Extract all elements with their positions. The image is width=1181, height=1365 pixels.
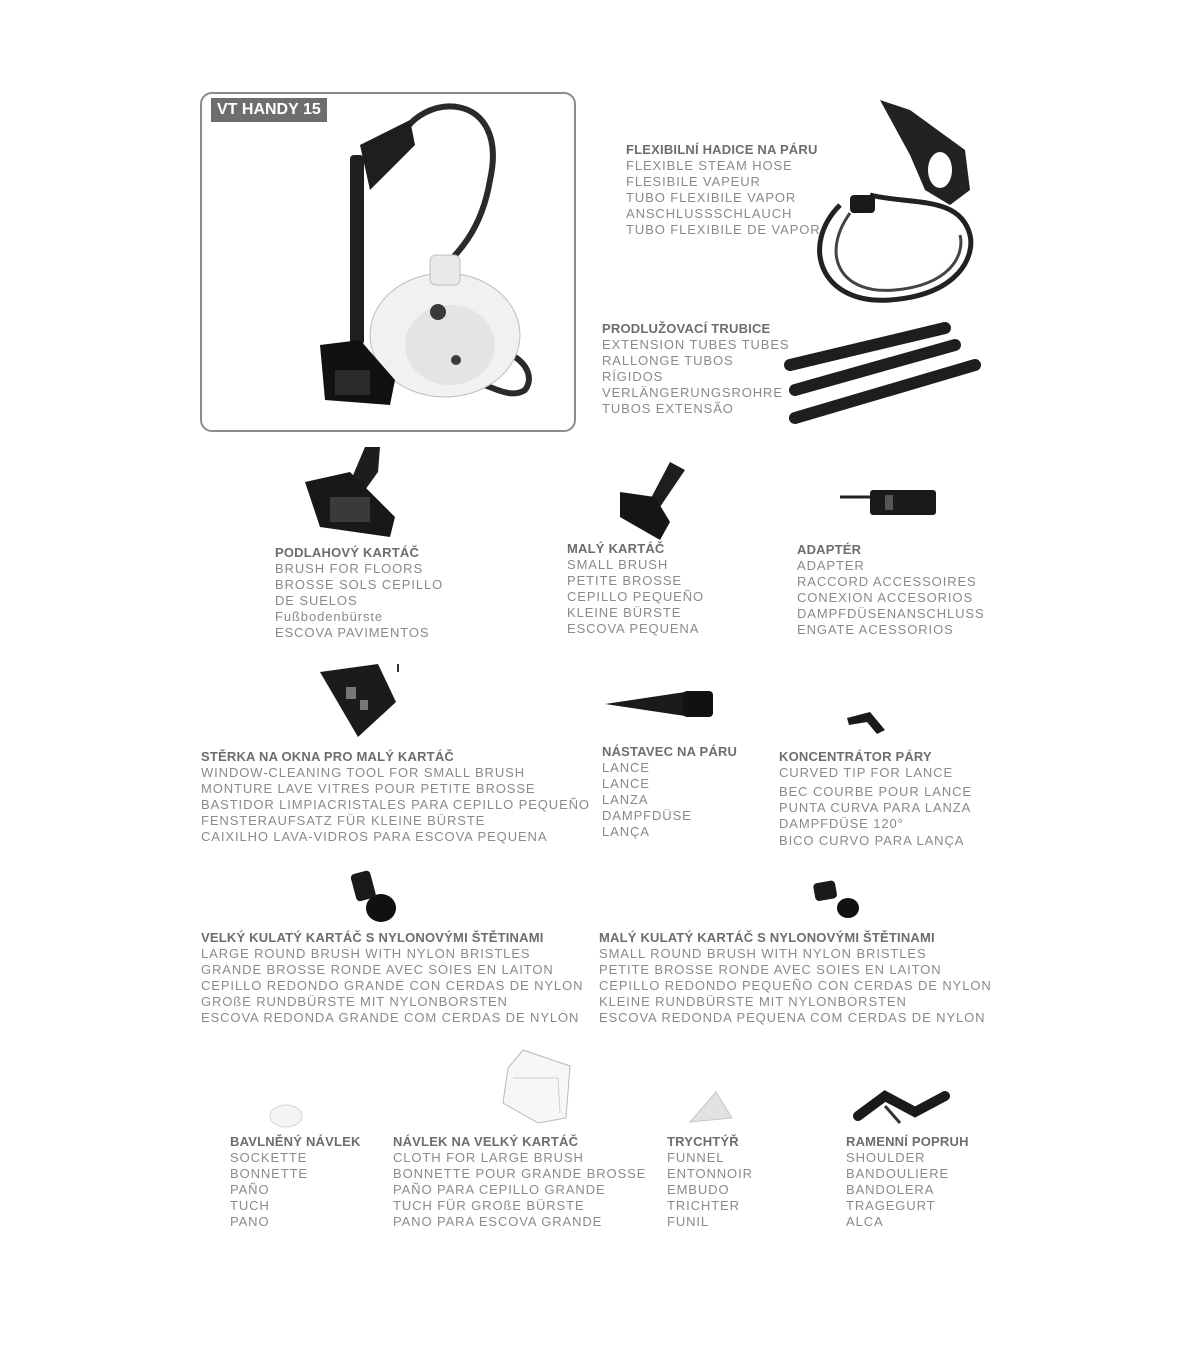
item-adapter-line: ADAPTER: [797, 558, 865, 573]
item-adapter: [797, 542, 985, 638]
window-tool-image: [318, 662, 403, 740]
item-window-line: CAIXILHO LAVA-VIDROS PARA ESCOVA PEQUENA: [201, 829, 548, 844]
item-floor-line: Fußbodenbürste: [275, 609, 383, 624]
item-lance-line: DAMPFDÜSE: [602, 808, 692, 823]
item-cloth-title: NÁVLEK NA VELKÝ KARTÁČ: [393, 1134, 579, 1149]
item-small-line: PETITE BROSSE: [567, 573, 683, 588]
item-cloth-line: PANO PARA ESCOVA GRANDE: [393, 1214, 603, 1229]
item-lance-line: LANÇA: [602, 824, 650, 839]
steam-hose-image: [800, 95, 985, 310]
item-sock-line: PAÑO: [230, 1182, 270, 1197]
item-smallround-line: CEPILLO REDONDO PEQUEÑO CON CERDAS DE NYLON: [599, 978, 992, 993]
item-funnel: [667, 1134, 753, 1230]
item-largeround-line: CEPILLO REDONDO GRANDE CON CERDAS DE NYLON: [201, 978, 584, 993]
item-curved-title: KONCENTRÁTOR PÁRY: [779, 749, 932, 764]
item-strap-line: ALCA: [846, 1214, 884, 1229]
item-tubes-line: VERLÄNGERUNGSROHRE: [602, 385, 783, 400]
large-round-brush-image: [348, 870, 400, 925]
item-adapter-line: CONEXION ACCESORIOS: [797, 590, 974, 605]
adapter-image: [840, 485, 940, 520]
item-floor-line: ESCOVA PAVIMENTOS: [275, 625, 430, 640]
item-large-round-brush: [201, 930, 583, 1026]
item-tubes-title: PRODLUŽOVACÍ TRUBICE: [602, 321, 771, 336]
item-sock: [230, 1134, 361, 1230]
item-smallround-line: KLEINE RUNDBÜRSTE MIT NYLONBORSTEN: [599, 994, 907, 1009]
item-window-line: BASTIDOR LIMPIACRISTALES PARA CEPILLO PEQUEÑO: [201, 797, 590, 812]
item-adapter-line: ENGATE ACESSORIOS: [797, 622, 954, 637]
steam-cleaner-illustration: [300, 100, 550, 410]
item-curved-tip: [779, 749, 972, 849]
item-hose-line: TUBO FLEXIBILE DE VAPOR: [626, 222, 821, 237]
item-floor-line: BRUSH FOR FLOORS: [275, 561, 424, 576]
item-sock-line: PANO: [230, 1214, 270, 1229]
item-window-line: WINDOW-CLEANING TOOL FOR SMALL BRUSH: [201, 765, 525, 780]
item-funnel-line: FUNIL: [667, 1214, 710, 1229]
item-small-title: MALÝ KARTÁČ: [567, 541, 665, 556]
item-small-line: KLEINE BÜRSTE: [567, 605, 682, 620]
item-funnel-line: ENTONNOIR: [667, 1166, 753, 1181]
item-smallround-line: PETITE BROSSE RONDE AVEC SOIES EN LAITON: [599, 962, 942, 977]
item-lance: [602, 744, 737, 840]
item-strap: [846, 1134, 969, 1230]
item-small-round-brush: [599, 930, 992, 1026]
item-cloth-line: CLOTH FOR LARGE BRUSH: [393, 1150, 584, 1165]
item-small-line: CEPILLO PEQUEÑO: [567, 589, 705, 604]
extension-tubes-image: [780, 320, 980, 425]
item-tubes: [602, 321, 789, 417]
item-largeround-line: GRANDE BROSSE RONDE AVEC SOIES EN LAITON: [201, 962, 554, 977]
item-funnel-title: TRYCHTÝŘ: [667, 1134, 739, 1149]
item-smallround-line: ESCOVA REDONDA PEQUENA COM CERDAS DE NYLON: [599, 1010, 986, 1025]
item-smallround-line: SMALL ROUND BRUSH WITH NYLON BRISTLES: [599, 946, 927, 961]
item-window-tool: [201, 749, 590, 845]
item-cloth: [393, 1134, 646, 1230]
small-round-brush-image: [812, 880, 862, 920]
item-hose-title: FLEXIBILNÍ HADICE NA PÁRU: [626, 142, 818, 157]
item-cloth-line: BONNETTE POUR GRANDE BROSSE: [393, 1166, 647, 1181]
item-sock-line: TUCH: [230, 1198, 270, 1213]
item-floor-title: PODLAHOVÝ KARTÁČ: [275, 545, 420, 560]
item-lance-line: LANCE: [602, 776, 650, 791]
item-adapter-line: DAMPFDÜSENANSCHLUSS: [797, 606, 985, 621]
item-sock-line: SOCKETTE: [230, 1150, 308, 1165]
item-curved-line: BEC COURBE POUR LANCE: [779, 784, 972, 799]
item-largeround-line: GROßE RUNDBÜRSTE MIT NYLONBORSTEN: [201, 994, 508, 1009]
item-funnel-line: EMBUDO: [667, 1182, 730, 1197]
item-floor-line: BROSSE SOLS CEPILLO: [275, 577, 444, 592]
item-small-brush: [567, 541, 704, 637]
item-curved-line: BICO CURVO PARA LANÇA: [779, 833, 965, 848]
item-adapter-line: RACCORD ACCESSOIRES: [797, 574, 977, 589]
item-window-line: FENSTERAUFSATZ FÜR KLEINE BÜRSTE: [201, 813, 486, 828]
item-lance-title: NÁSTAVEC NA PÁRU: [602, 744, 738, 759]
item-tubes-line: EXTENSION TUBES TUBES: [602, 337, 790, 352]
item-hose-line: FLESIBILE VAPEUR: [626, 174, 761, 189]
item-floor-line: DE SUELOS: [275, 593, 358, 608]
item-strap-line: BANDOULIERE: [846, 1166, 950, 1181]
item-curved-line: DAMPFDÜSE 120°: [779, 816, 904, 831]
item-funnel-line: FUNNEL: [667, 1150, 725, 1165]
curved-tip-image: [845, 710, 890, 735]
item-strap-line: SHOULDER: [846, 1150, 926, 1165]
item-strap-line: BANDOLERA: [846, 1182, 935, 1197]
model-badge: VT HANDY 15: [211, 98, 327, 122]
item-adapter-title: ADAPTÉR: [797, 542, 862, 557]
item-sock-line: BONNETTE: [230, 1166, 308, 1181]
floor-brush-image: [300, 442, 400, 542]
item-cloth-line: PAÑO PARA CEPILLO GRANDE: [393, 1182, 606, 1197]
item-tubes-line: RALLONGE TUBOS: [602, 353, 734, 368]
cloth-image: [498, 1048, 576, 1126]
item-strap-line: TRAGEGURT: [846, 1198, 936, 1213]
item-hose: [626, 142, 821, 238]
item-tubes-line: TUBOS EXTENSÃO: [602, 401, 734, 416]
item-hose-line: ANSCHLUSSSCHLAUCH: [626, 206, 793, 221]
item-floor-brush: [275, 545, 443, 641]
lance-image: [605, 688, 715, 720]
item-lance-line: LANZA: [602, 792, 649, 807]
item-hose-line: TUBO FLEXIBILE VAPOR: [626, 190, 797, 205]
item-window-title: STĚRKA NA OKNA PRO MALÝ KARTÁČ: [201, 749, 454, 764]
item-largeround-line: ESCOVA REDONDA GRANDE COM CERDAS DE NYLON: [201, 1010, 580, 1025]
item-small-line: SMALL BRUSH: [567, 557, 669, 572]
small-brush-image: [615, 462, 690, 542]
item-tubes-line: RÍGIDOS: [602, 369, 664, 384]
item-sock-title: BAVLNĚNÝ NÁVLEK: [230, 1134, 361, 1149]
item-funnel-line: TRICHTER: [667, 1198, 740, 1213]
item-curved-line: CURVED TIP FOR LANCE: [779, 765, 954, 780]
item-cloth-line: TUCH FÜR GROßE BÜRSTE: [393, 1198, 585, 1213]
item-strap-title: RAMENNÍ POPRUH: [846, 1134, 969, 1149]
funnel-image: [688, 1090, 734, 1126]
item-largeround-title: VELKÝ KULATÝ KARTÁČ S NYLONOVÝMI ŠTĚTINAMI: [201, 930, 544, 945]
sock-image: [266, 1102, 306, 1130]
item-largeround-line: LARGE ROUND BRUSH WITH NYLON BRISTLES: [201, 946, 531, 961]
item-lance-line: LANCE: [602, 760, 650, 775]
item-window-line: MONTURE LAVE VITRES POUR PETITE BROSSE: [201, 781, 536, 796]
item-hose-line: FLEXIBLE STEAM HOSE: [626, 158, 793, 173]
strap-image: [855, 1088, 950, 1130]
item-curved-line: PUNTA CURVA PARA LANZA: [779, 800, 972, 815]
item-small-line: ESCOVA PEQUENA: [567, 621, 700, 636]
item-smallround-title: MALÝ KULATÝ KARTÁČ S NYLONOVÝMI ŠTĚTINAMI: [599, 930, 935, 945]
